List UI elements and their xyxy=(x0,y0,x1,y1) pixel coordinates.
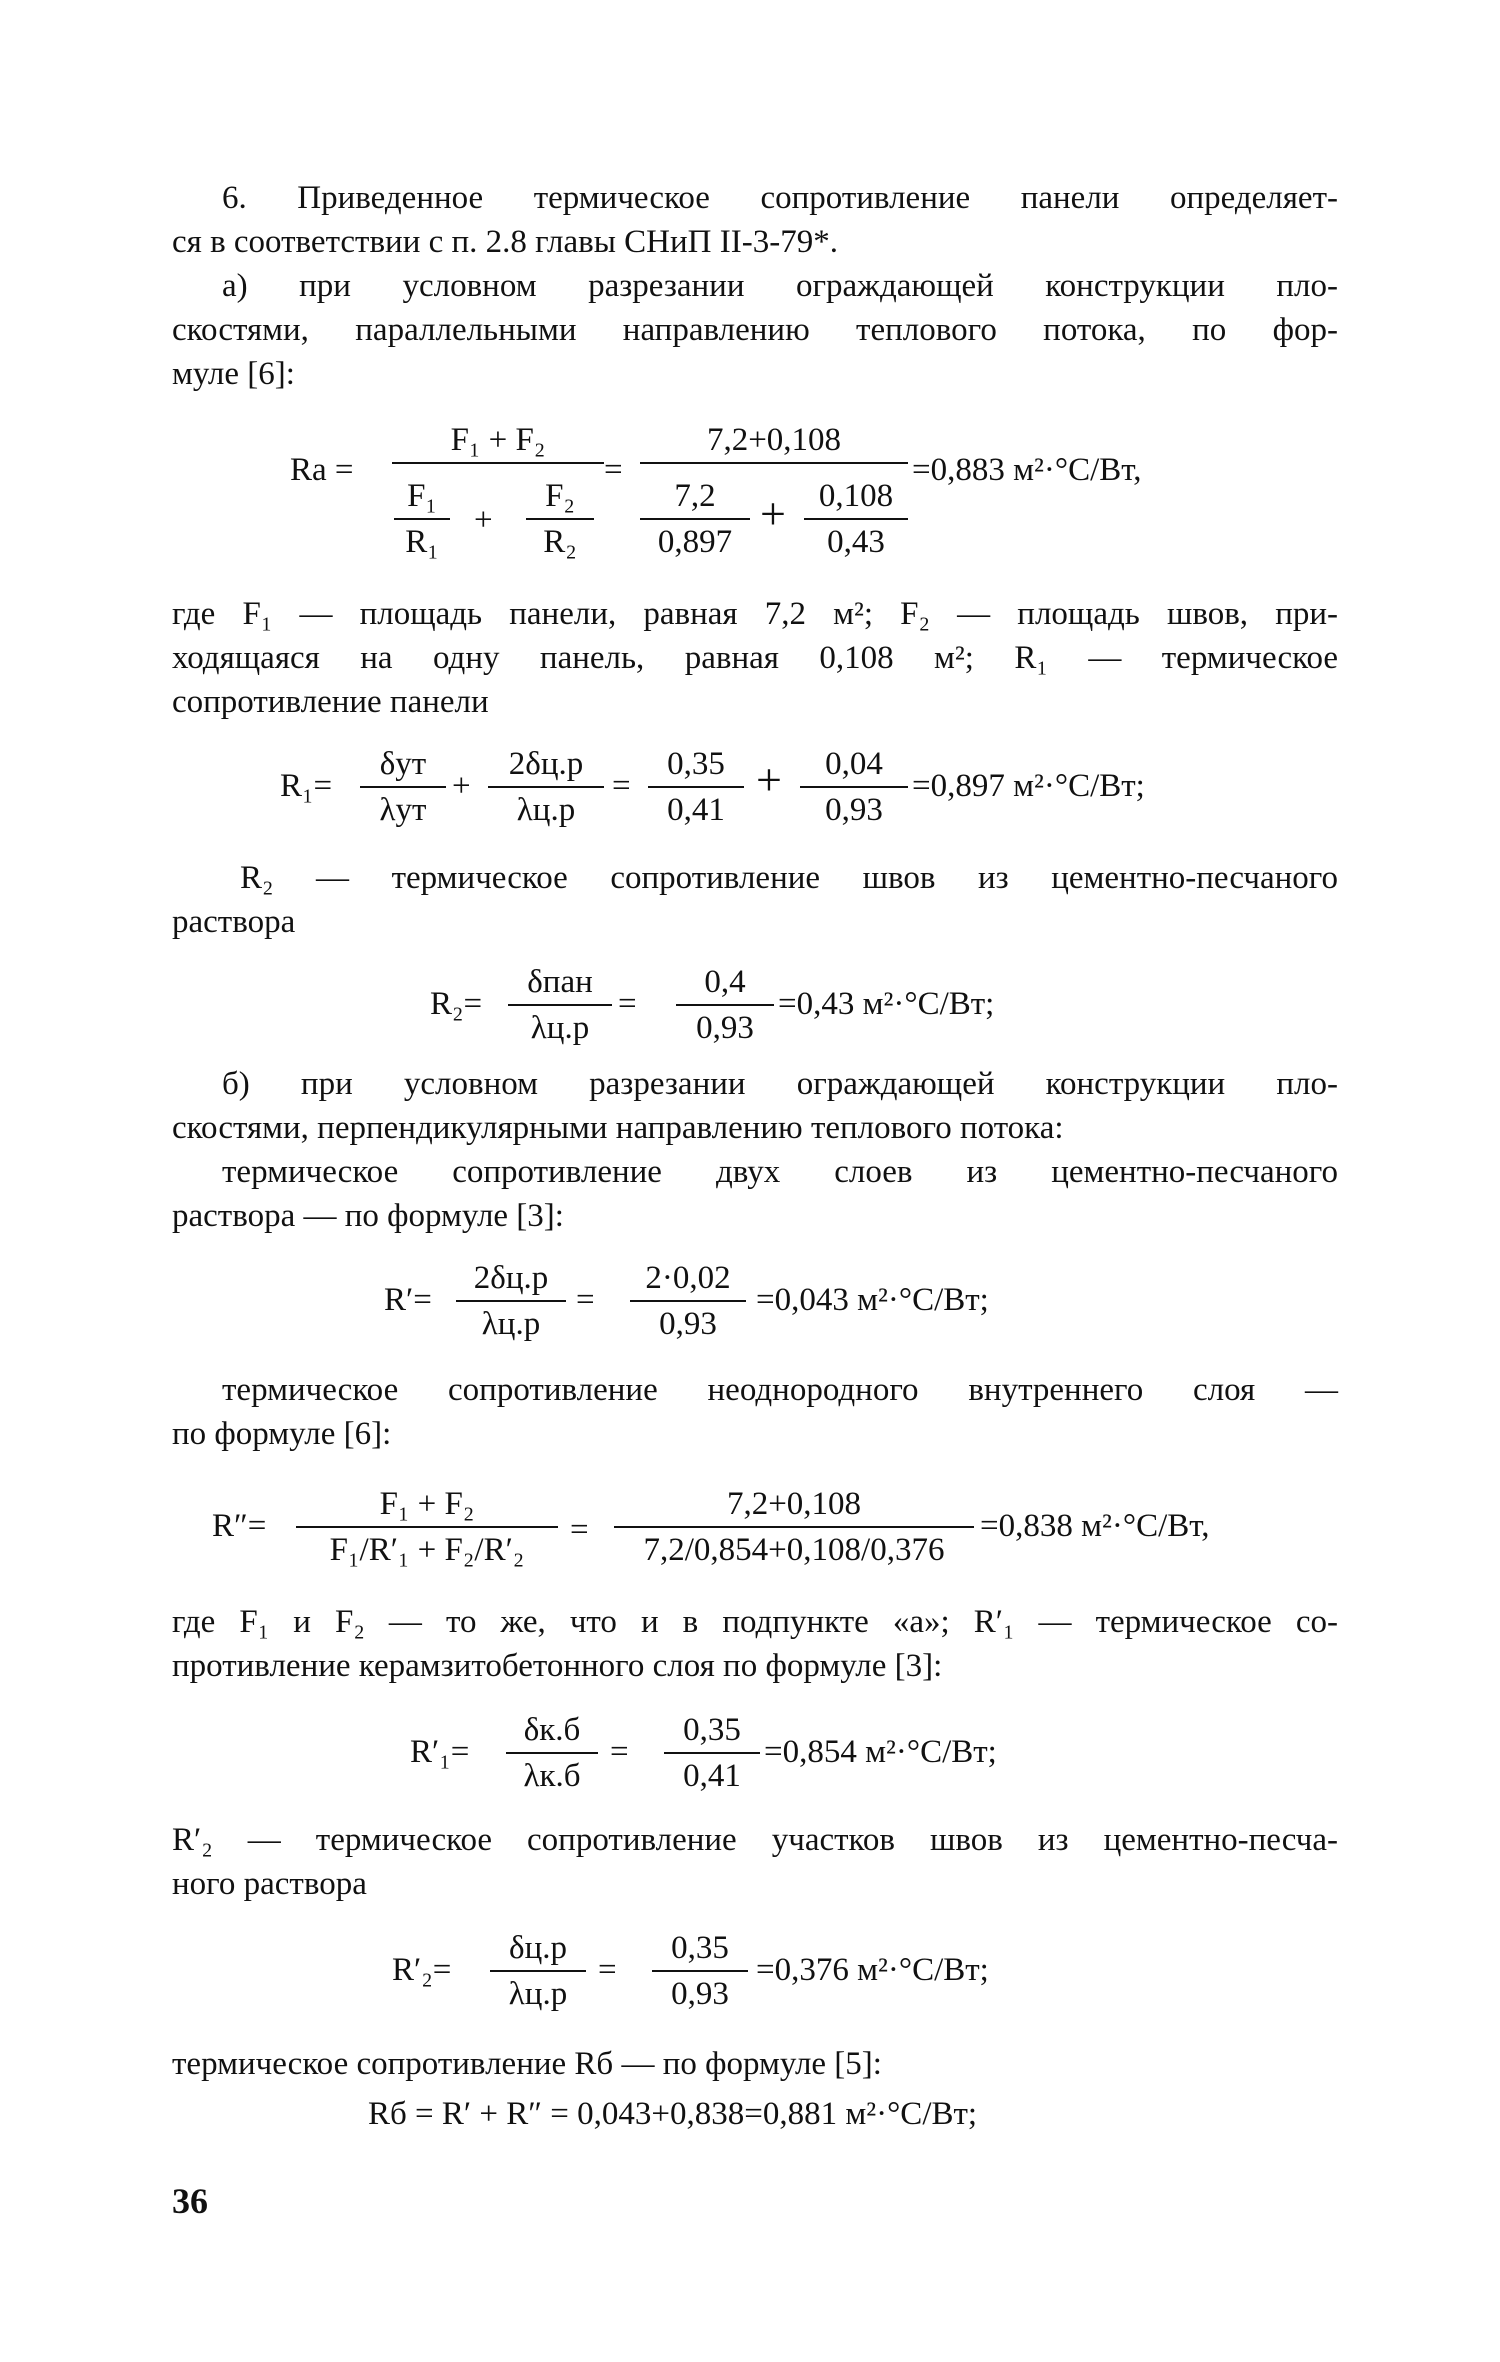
eq-numerator: 7,2 xyxy=(640,476,750,520)
eq-fraction xyxy=(652,1928,748,2014)
eq-numerator: F₁ + F₂ xyxy=(296,1484,558,1528)
paragraph-line: где F₁ и F₂ — то же, что и в подпункте «а»; R′₁ — термическое со- xyxy=(172,1604,1338,1640)
eq-numerator: 7,2+0,108 xyxy=(640,420,908,464)
eq-fraction xyxy=(648,744,744,830)
eq-lhs: R″= xyxy=(212,1508,267,1544)
eq-fraction xyxy=(506,1710,598,1796)
eq-fraction xyxy=(394,476,450,562)
eq-operator: = xyxy=(604,452,623,488)
eq-lhs: R′= xyxy=(384,1282,432,1318)
eq-denominator: λц.р xyxy=(508,1976,568,2012)
paragraph-line: R₂ — термическое сопротивление швов из цементно-песчаного xyxy=(240,860,1338,896)
eq-result: =0,897 м²·°C/Вт; xyxy=(912,768,1145,804)
paragraph-line: термическое сопротивление двух слоев из цементно-песчаного xyxy=(222,1154,1338,1190)
eq-denominator: 0,93 xyxy=(659,1306,717,1342)
eq-fraction xyxy=(508,962,612,1048)
eq-denominator: 0,93 xyxy=(671,1976,729,2012)
eq-fraction xyxy=(490,1928,586,2014)
eq-fraction xyxy=(640,476,750,562)
eq-denominator: 0,43 xyxy=(827,524,885,560)
eq-numerator: δц.р xyxy=(490,1928,586,1972)
eq-numerator: δк.б xyxy=(506,1710,598,1754)
eq-denominator: 0,93 xyxy=(825,792,883,828)
page-number: 36 xyxy=(172,2181,208,2221)
paragraph-line: по формуле [6]: xyxy=(172,1416,392,1452)
eq-denominator: λк.б xyxy=(523,1758,581,1794)
eq-result: =0,43 м²·°C/Вт; xyxy=(778,986,995,1022)
eq-result: =0,838 м²·°C/Вт, xyxy=(980,1508,1210,1544)
eq-numerator: 2δц.р xyxy=(456,1258,566,1302)
eq-result: =0,043 м²·°C/Вт; xyxy=(756,1282,989,1318)
eq-lhs: R′₁= xyxy=(410,1734,470,1770)
eq-denominator: λц.р xyxy=(530,1010,590,1046)
eq-denominator: R₁ xyxy=(405,524,439,560)
paragraph-line: муле [6]: xyxy=(172,356,295,392)
equation-rb: Rб = R′ + R″ = 0,043+0,838=0,881 м²·°C/Вт; xyxy=(368,2096,978,2132)
eq-numerator: 0,35 xyxy=(648,744,744,788)
paragraph-line: термическое сопротивление Rб — по формуле [5]: xyxy=(172,2046,882,2082)
eq-denominator: λут xyxy=(379,792,427,828)
eq-fraction xyxy=(488,744,604,830)
eq-numerator: 2·0,02 xyxy=(630,1258,746,1302)
eq-denominator: 0,93 xyxy=(696,1010,754,1046)
eq-fraction xyxy=(804,476,908,562)
paragraph-line: ся в соответствии с п. 2.8 главы СНиП II-3-79*. xyxy=(172,224,838,260)
paragraph-line: термическое сопротивление неоднородного внутреннего слоя — xyxy=(222,1372,1338,1408)
paragraph-line: а) при условном разрезании ограждающей конструкции пло- xyxy=(222,268,1338,304)
eq-denominator: 0,897 xyxy=(657,524,733,560)
eq-fraction xyxy=(664,1710,760,1796)
eq-numerator: 0,04 xyxy=(800,744,908,788)
eq-operator: + xyxy=(756,754,782,805)
eq-numerator: 0,35 xyxy=(664,1710,760,1754)
eq-lhs: R₂= xyxy=(430,986,483,1022)
eq-numerator: 0,35 xyxy=(652,1928,748,1972)
eq-numerator: F₁ + F₂ xyxy=(392,420,604,464)
eq-denominator: F₁/R′₁ + F₂/R′₂ xyxy=(329,1532,525,1568)
eq-result: =0,376 м²·°C/Вт; xyxy=(756,1952,989,1988)
eq-operator: = xyxy=(570,1512,589,1548)
eq-fraction xyxy=(614,1484,974,1570)
eq-result: =0,883 м²·°C/Вт, xyxy=(912,452,1142,488)
eq-numerator: 2δц.р xyxy=(488,744,604,788)
eq-operator: + xyxy=(474,502,493,538)
eq-numerator: δут xyxy=(360,744,446,788)
eq-operator: = xyxy=(618,986,637,1022)
eq-lhs: R′₂= xyxy=(392,1952,452,1988)
eq-denominator: λц.р xyxy=(516,792,576,828)
eq-numerator: F₁ xyxy=(394,476,450,520)
paragraph-line: 6. Приведенное термическое сопротивление панели определяет- xyxy=(222,180,1338,216)
eq-denominator: 0,41 xyxy=(683,1758,741,1794)
eq-fraction xyxy=(526,476,594,562)
eq-numerator: 7,2+0,108 xyxy=(614,1484,974,1528)
paragraph-line: б) при условном разрезании ограждающей конструкции пло- xyxy=(222,1066,1338,1102)
paragraph-line: скостями, параллельными направлению теплового потока, по фор- xyxy=(172,312,1338,348)
eq-fraction xyxy=(360,744,446,830)
eq-fraction xyxy=(630,1258,746,1344)
paragraph-line: ного раствора xyxy=(172,1866,367,1902)
paragraph-line: ходящаяся на одну панель, равная 0,108 м²; R₁ — термическое xyxy=(172,640,1338,676)
eq-fraction xyxy=(676,962,774,1048)
paragraph-line: раствора xyxy=(172,904,296,940)
eq-numerator: 0,108 xyxy=(804,476,908,520)
eq-denominator: λц.р xyxy=(481,1306,541,1342)
eq-fraction xyxy=(296,1484,558,1570)
eq-operator: = xyxy=(610,1734,629,1770)
eq-denominator: 7,2/0,854+0,108/0,376 xyxy=(643,1532,945,1568)
eq-fraction xyxy=(456,1258,566,1344)
paragraph-line: где F₁ — площадь панели, равная 7,2 м²; F₂ — площадь швов, при- xyxy=(172,596,1338,632)
eq-result: =0,854 м²·°C/Вт; xyxy=(764,1734,997,1770)
eq-numerator: 0,4 xyxy=(676,962,774,1006)
eq-lhs: R₁= xyxy=(280,768,333,804)
eq-fraction xyxy=(392,420,604,464)
eq-operator: = xyxy=(612,768,631,804)
eq-lhs: Rа = xyxy=(290,452,354,488)
eq-operator: + xyxy=(452,768,471,804)
paragraph-line: R′₂ — термическое сопротивление участков швов из цементно-песча- xyxy=(172,1822,1338,1858)
paragraph-line: раствора — по формуле [3]: xyxy=(172,1198,564,1234)
eq-denominator: R₂ xyxy=(543,524,577,560)
eq-operator: = xyxy=(576,1282,595,1318)
paragraph-line: противление керамзитобетонного слоя по формуле [3]: xyxy=(172,1648,943,1684)
paragraph-line: сопротивление панели xyxy=(172,684,489,720)
eq-denominator: 0,41 xyxy=(667,792,725,828)
eq-fraction xyxy=(640,420,908,464)
eq-fraction xyxy=(800,744,908,830)
paragraph-line: скостями, перпендикулярными направлению теплового потока: xyxy=(172,1110,1064,1146)
eq-operator: = xyxy=(598,1952,617,1988)
eq-operator: + xyxy=(760,488,786,539)
eq-numerator: δпан xyxy=(508,962,612,1006)
eq-numerator: F₂ xyxy=(526,476,594,520)
